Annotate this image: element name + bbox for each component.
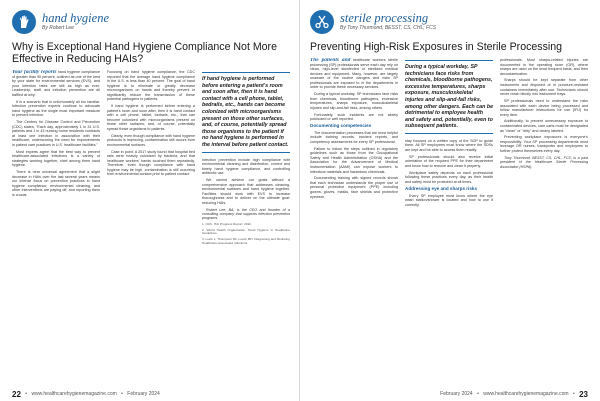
byline: By Tony Thurmond, BESST, CS, CHL, FCS	[340, 25, 437, 31]
paragraph: Workplace safety depends on each professional following these practices every day, as their health and safety must be protected at all times.	[405, 170, 493, 184]
paragraph: Sharps should be kept separate from other instruments and disposed of in puncture-resistant containers immediately after use. Technicians should never reach blindly into instrument trays.	[500, 78, 588, 97]
column-1	[12, 70, 100, 392]
pull-quote: If hand hygiene is performed before entering a patient's room and soon after, then it is hand contact with a cell phone, tablet, bedrails, etc., hands can become colonized with microorganisms present on those other surfaces, and, of course, potentially spread those organisms to the patient if no hand hygiene is performed in the interval before patient contact.	[202, 72, 290, 153]
paragraph: Infection prevention include high compliance with environmental cleaning and disinfection, correct and timely hand hygiene compliance, and controlling antibiotic use.	[202, 157, 290, 176]
column-3	[202, 70, 290, 392]
subheading: Addressing eye and sharps risks	[405, 185, 477, 191]
paragraph: We cannot achieve our goals without a comprehensive approach that addresses cleaning, environmental surfaces and hand hygiene together. Facilities should work with EVS to increase thoroughness and to deliver on the ultimate goal: reducing HAIs.	[202, 178, 290, 205]
article-columns	[12, 70, 290, 392]
paragraph: Documenting training with signed records shows that each technician understands the proper use of personal protective equipment (PPE) including gowns, gloves, masks, face shields and protective eyewear.	[310, 176, 398, 199]
column-2	[107, 70, 195, 392]
column-2	[405, 58, 493, 380]
left-footer: 22 • www.healthcarehygienemagazine.com • February 2024	[12, 389, 160, 399]
column-3	[500, 58, 588, 380]
paragraph: Additionally, to prevent unnecessary exposure to contaminated devices, care carts must be designated as "clean" or "dirty" and clearly labeled.	[500, 119, 588, 133]
paragraph: SP professionals need to understand the risks associated with each device being processed and follow manufacturer instructions for use (IFU) for every item.	[500, 98, 588, 117]
right-footer: February 2024 • www.healthcarehygienemagazine.com • 23	[440, 389, 588, 399]
page-number: 22	[12, 389, 21, 399]
author-bio: Tony Thurmond, BESST, CS, CHL, FCS, is a past president of the Healthcare Sterile Processing Association (HSPA).	[500, 155, 588, 169]
paragraph: There is near universal agreement that a slight decrease in HAIs over the last several years means our intense focus on prevention practices in hand hygiene compliance, environmental cleaning, and other interventions are paying off, and reporting them is crucial.	[12, 170, 100, 197]
reference: 1. CDC. HAI Progress Report. 2022.	[202, 222, 252, 227]
footer-site: www.healthcarehygienemagazine.com	[31, 391, 117, 397]
paragraph: Fortunately, such incidents are not widely publicized or well reported.	[310, 112, 398, 122]
footer-date: February 2024	[127, 391, 160, 397]
paragraph: Preventing workplace exposures is everyone's responsibility. Your SP processing departments must leverage OR nurses, transporter and employees to further protect themselves every day.	[500, 135, 588, 154]
reference: 2. World Health Organization. Hand Hygiene in Healthcare Guidelines.	[202, 227, 290, 236]
paragraph: SP professionals should also receive initial orientation of the required PPE for their department and know how to remove and clean it properly.	[405, 154, 493, 168]
lead-in: The patients and	[310, 58, 351, 63]
section-header	[12, 8, 290, 36]
paragraph: Every SP employee must know where the eye wash station/shower is located and how to use it correctly.	[405, 193, 493, 207]
lead-paragraph: The patients and healthcare workers sterile processing (SP) professionals serve each day rely on clean, high-level disinfected or sterilized medical devices and equipment. Many, however, are largely unaware of the routine dangers and risks SP professionals are exposed to in the departments in order to provide these necessary services.	[310, 58, 398, 90]
paragraph: professionals. Most sharps-related injuries are documented in the operating room (OR), where sharps are used on the most frequent basis, and then decontamination.	[500, 58, 588, 76]
pull-quote: During a typical workday, SP technicians face risks from chemicals, bloodborne pathogens, excessive temperatures, sharps exposure, musculoskeletal injuries and slip-and-fall risks, among other dangers. Each can be detrimental to employee health and safety and, potentially, even to subsequent patients.	[405, 60, 493, 134]
page-number: 23	[579, 389, 588, 399]
paragraph: During a typical workday, SP technicians face risks from chemicals, bloodborne pathogens, excessive temperatures, sharps exposure, musculoskeletal injuries and slip-and-fall risks, among others.	[310, 92, 398, 110]
scissors-icon	[310, 10, 334, 34]
section-header	[310, 8, 588, 36]
section-title: sterile processing	[340, 11, 429, 25]
paragraph: Most experts agree that the best way to prevent healthcare-associated infections is a variety of strategies working together, chief among them hand hygiene.	[12, 149, 100, 168]
lead-in: Your facility reports	[12, 70, 57, 75]
byline: By Robert Lee	[42, 25, 74, 31]
article-columns	[310, 58, 588, 380]
paragraph: If hand hygiene is performed before entering a patient's room and soon after, then it is hand contact with a cell phone, tablet, bedrails, etc., that can become colonized with microorganisms present on those other surfaces, and, of course, potentially spread those organisms to patients.	[107, 104, 195, 131]
paragraph: Failure to follow the steps outlined in regulatory guidelines such as those from the Occupational Safety and Health Administration (OSHA) and the Association for the Advancement of Medical Instrumentation (AAMI) can expose workers to infectious materials and hazardous chemicals.	[310, 146, 398, 174]
paragraph: Clearly, even though compliance with hand hygiene protocols is improving, contamination still occurs from environmental surfaces.	[107, 133, 195, 147]
lead-paragraph: Your facility reports hand hygiene compliance of greater than 90 percent, outlined as one of the best by your state for environmental services (EVS), and your infection rates are still as high as ever. Leadership, staff, and infection prevention are all baffled at why.	[12, 70, 100, 97]
references	[202, 223, 290, 246]
author-bio: Robert Lee, BA, is the CEO and founder of a consulting company that supports infection prevention programs.	[202, 207, 290, 221]
paragraph: The Centers for Disease Control and Prevention (CDC) states, "Each day, approximately 1 in 31 U.S. patients and 1 in 43 nursing home residents contracts at least one infection in association with their healthcare, underscoring the need for improvements in patient care practices in U.S. healthcare facilities."	[12, 120, 100, 147]
footer-site: www.healthcarehygienemagazine.com	[483, 391, 569, 397]
paragraph: Focusing on hand hygiene compliance, the CDC reported that the average hand hygiene compliance in the U.S. is less than 40 percent. The goal of hand hygiene is to eliminate or greatly decrease microorganisms on hands and thereby prevent or significantly reduce the transmission of these potential pathogens to patients.	[107, 70, 195, 102]
paragraph: It is a scenario that is unfortunately all too familiar. Infection prevention experts continue to advocate hand hygiene as the single most important measure to prevent infection.	[12, 99, 100, 118]
footer-date: February 2024	[440, 391, 473, 397]
right-page	[300, 0, 600, 401]
reference: 3. Luick L, Thompson PA, Loock MH. Diagnosing and Reducing Healthcare-Associated Infections.	[202, 236, 290, 245]
section-title: hand hygiene	[42, 11, 109, 25]
article-headline: Why is Exceptional Hand Hygiene Compliance Not More Effective in Reducing HAIs?	[12, 41, 277, 65]
paragraph: Case in point: A 2017 study found that hospital bed rails were heavily colonized by bacteria, and that healthcare workers' hands touched them repeatedly. Therefore, even though compliance with hand hygiene may be high, contamination is still occurring from environmental contact prior to patient contact.	[107, 149, 195, 177]
column-1	[310, 58, 398, 380]
subheading: Documenting competencies	[310, 123, 372, 128]
article-headline: Preventing High-Risk Exposures in Sterile Processing	[310, 41, 563, 53]
hand-icon	[12, 10, 36, 34]
paragraph: stay focused on a written copy of the SOP to guide them. All SP employees must know where the SDSs are kept and be able to access them readily.	[405, 138, 493, 153]
paragraph: The documentation processes that are most helpful include training records, incident reports, and competency assessments for every SP professional.	[310, 130, 398, 144]
